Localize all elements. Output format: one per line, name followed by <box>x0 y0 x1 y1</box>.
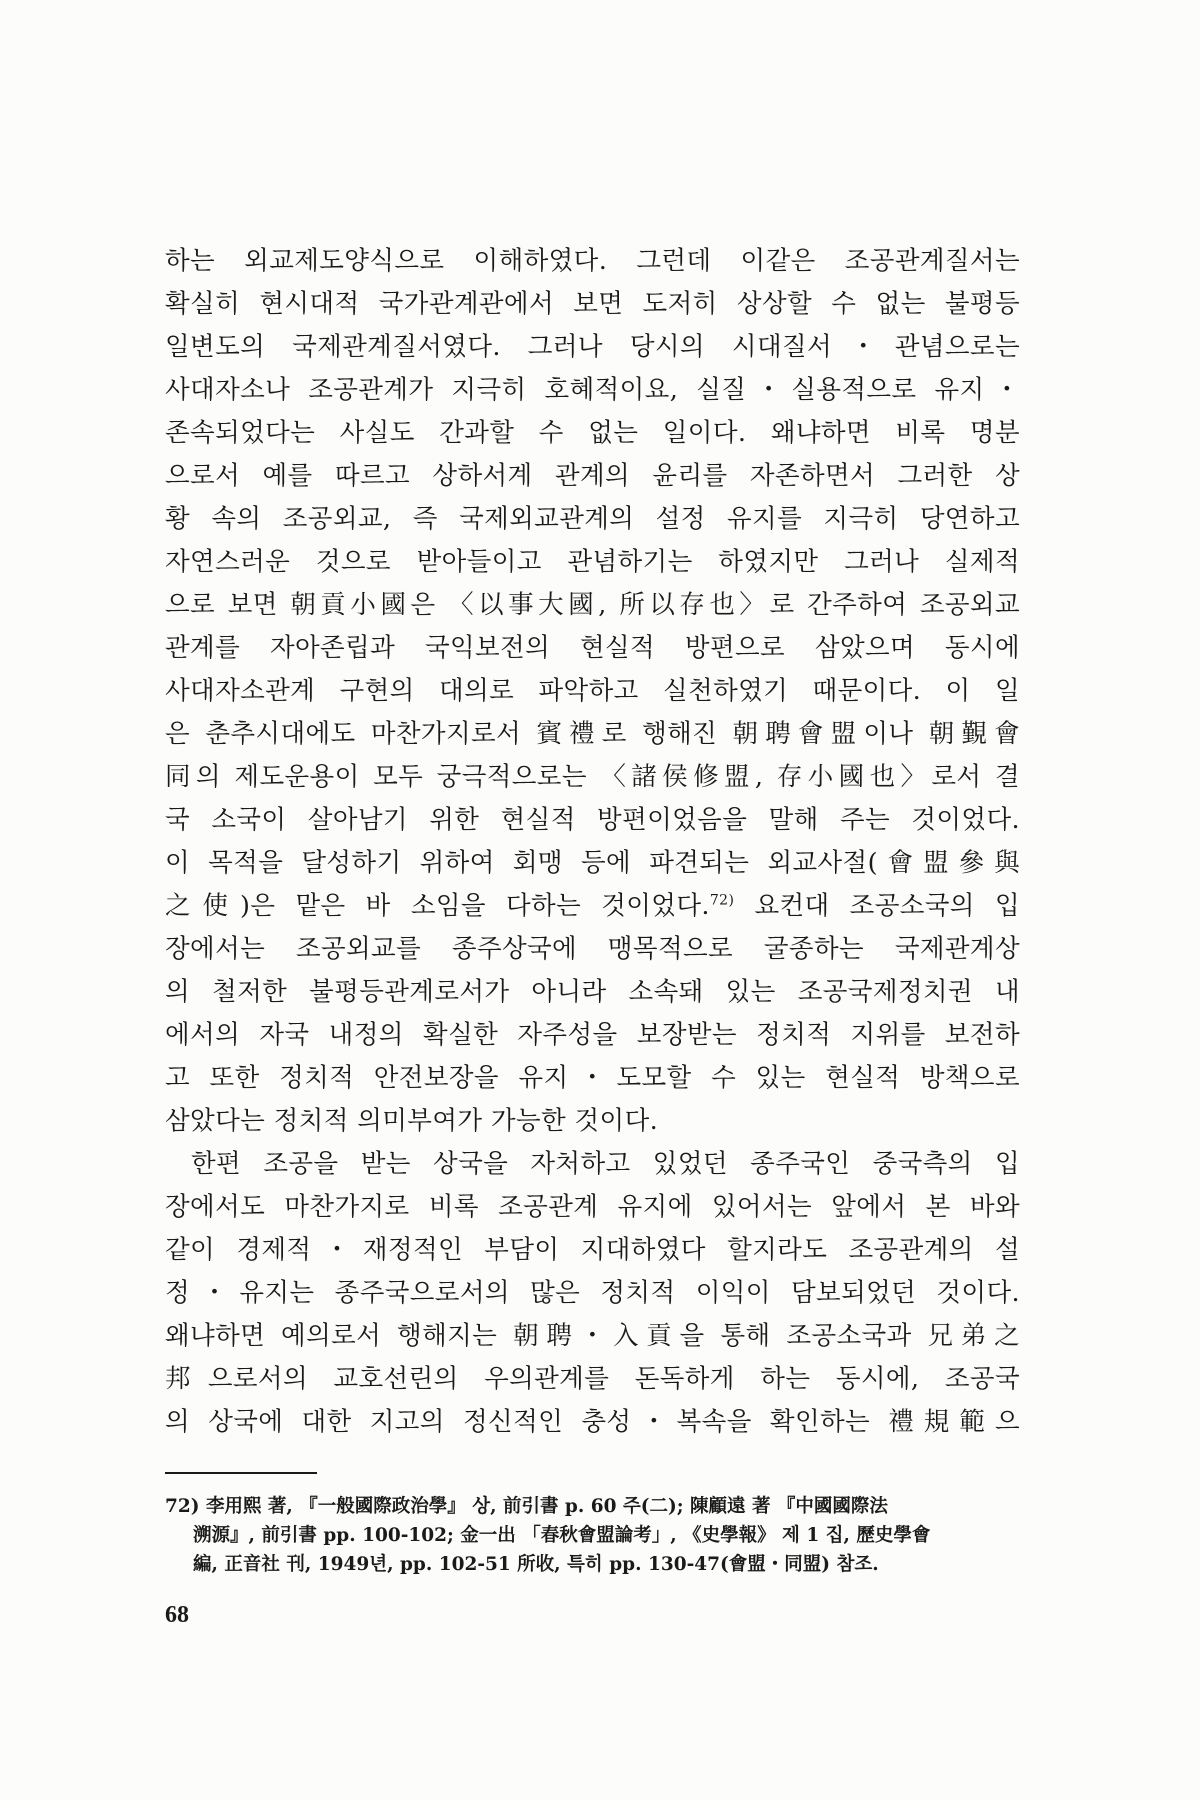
text-line: 국 소국이 살아남기 위한 현실적 방편이었음을 말해 주는 것이었다. <box>165 805 1020 835</box>
text-line: 장에서도 마찬가지로 비록 조공관계 유지에 있어서는 앞에서 본 바와 <box>165 1192 1020 1222</box>
text-line: 同의 제도운용이 모두 궁극적으로는 〈諸侯修盟, 存小國也〉로서 결 <box>165 762 1020 792</box>
text-line: 의 철저한 불평등관계로서가 아니라 소속돼 있는 조공국제정치권 내 <box>165 977 1020 1007</box>
paragraph-2 <box>165 1143 1020 1444</box>
text-line: 정・유지는 종주국으로서의 많은 정치적 이익이 담보되었던 것이다. <box>165 1278 1020 1308</box>
text-line-with-footnote-ref <box>165 885 1020 928</box>
text-line: 자연스러운 것으로 받아들이고 관념하기는 하였지만 그러나 실제적 <box>165 547 1020 577</box>
paragraph-1 <box>165 240 1020 1143</box>
body-text <box>165 240 1020 1444</box>
text-fragment: 요컨대 조공소국의 입 <box>734 891 1020 921</box>
page-number: 68 <box>165 1602 189 1628</box>
footnote-line: 72) 李用熙 著, 『一般國際政治學』 상, 前引書 p. 60 주(二); 陳顧遠 著 『中國國際法 <box>165 1496 888 1517</box>
text-line: 은 춘추시대에도 마찬가지로서 賓禮로 행해진 朝聘會盟이나 朝覲會 <box>165 719 1020 749</box>
text-fragment: 之使)은 맡은 바 소임을 다하는 것이었다. <box>165 891 710 921</box>
text-line: 으로서 예를 따르고 상하서계 관계의 윤리를 자존하면서 그러한 상 <box>165 461 1020 491</box>
text-line: 같이 경제적・재정적인 부담이 지대하였다 할지라도 조공관계의 설 <box>165 1235 1020 1265</box>
text-line: 삼았다는 정치적 의미부여가 가능한 것이다. <box>165 1106 659 1136</box>
text-line: 한편 조공을 받는 상국을 자처하고 있었던 종주국인 중국측의 입 <box>191 1149 1020 1179</box>
text-line: 의 상국에 대한 지고의 정신적인 충성・복속을 확인하는 禮規範으 <box>165 1407 1020 1437</box>
footnote-line: 溯源』, 前引書 pp. 100-102; 金一出 「春秋會盟論考」, 《史學報》 제 1 집, 歷史學會 <box>193 1525 931 1546</box>
text-line: 관계를 자아존립과 국익보전의 현실적 방편으로 삼았으며 동시에 <box>165 633 1020 663</box>
text-line: 에서의 자국 내정의 확실한 자주성을 보장받는 정치적 지위를 보전하 <box>165 1020 1020 1050</box>
text-line: 사대자소나 조공관계가 지극히 호혜적이요, 실질・실용적으로 유지・ <box>165 375 1020 405</box>
footnote-divider <box>165 1472 317 1474</box>
text-line: 확실히 현시대적 국가관계관에서 보면 도저히 상상할 수 없는 불평등 <box>165 289 1020 319</box>
footnote-reference: 72) <box>709 892 735 909</box>
text-line: 으로 보면 朝貢小國은 〈以事大國, 所以存也〉로 간주하여 조공외교 <box>165 590 1020 620</box>
text-line: 하는 외교제도양식으로 이해하였다. 그런데 이같은 조공관계질서는 <box>165 246 1020 276</box>
text-line: 왜냐하면 예의로서 행해지는 朝聘・入貢을 통해 조공소국과 兄弟之 <box>165 1321 1020 1351</box>
footnote-line: 編, 正音社 刊, 1949년, pp. 102-51 所收, 특히 pp. 130-47(會盟・同盟) 참조. <box>193 1554 879 1575</box>
text-line: 이 목적을 달성하기 위하여 회맹 등에 파견되는 외교사절(會盟參與 <box>165 848 1020 878</box>
text-line: 邦으로서의 교호선린의 우의관계를 돈독하게 하는 동시에, 조공국 <box>165 1364 1020 1394</box>
text-line: 황 속의 조공외교, 즉 국제외교관계의 설정 유지를 지극히 당연하고 <box>165 504 1020 534</box>
text-line: 존속되었다는 사실도 간과할 수 없는 일이다. 왜냐하면 비록 명분 <box>165 418 1020 448</box>
text-line: 일변도의 국제관계질서였다. 그러나 당시의 시대질서・관념으로는 <box>165 332 1020 362</box>
text-line: 사대자소관계 구현의 대의로 파악하고 실천하였기 때문이다. 이 일 <box>165 676 1020 706</box>
text-line: 장에서는 조공외교를 종주상국에 맹목적으로 굴종하는 국제관계상 <box>165 934 1020 964</box>
text-line: 고 또한 정치적 안전보장을 유지・도모할 수 있는 현실적 방책으로 <box>165 1063 1020 1093</box>
footnote <box>165 1492 1020 1579</box>
